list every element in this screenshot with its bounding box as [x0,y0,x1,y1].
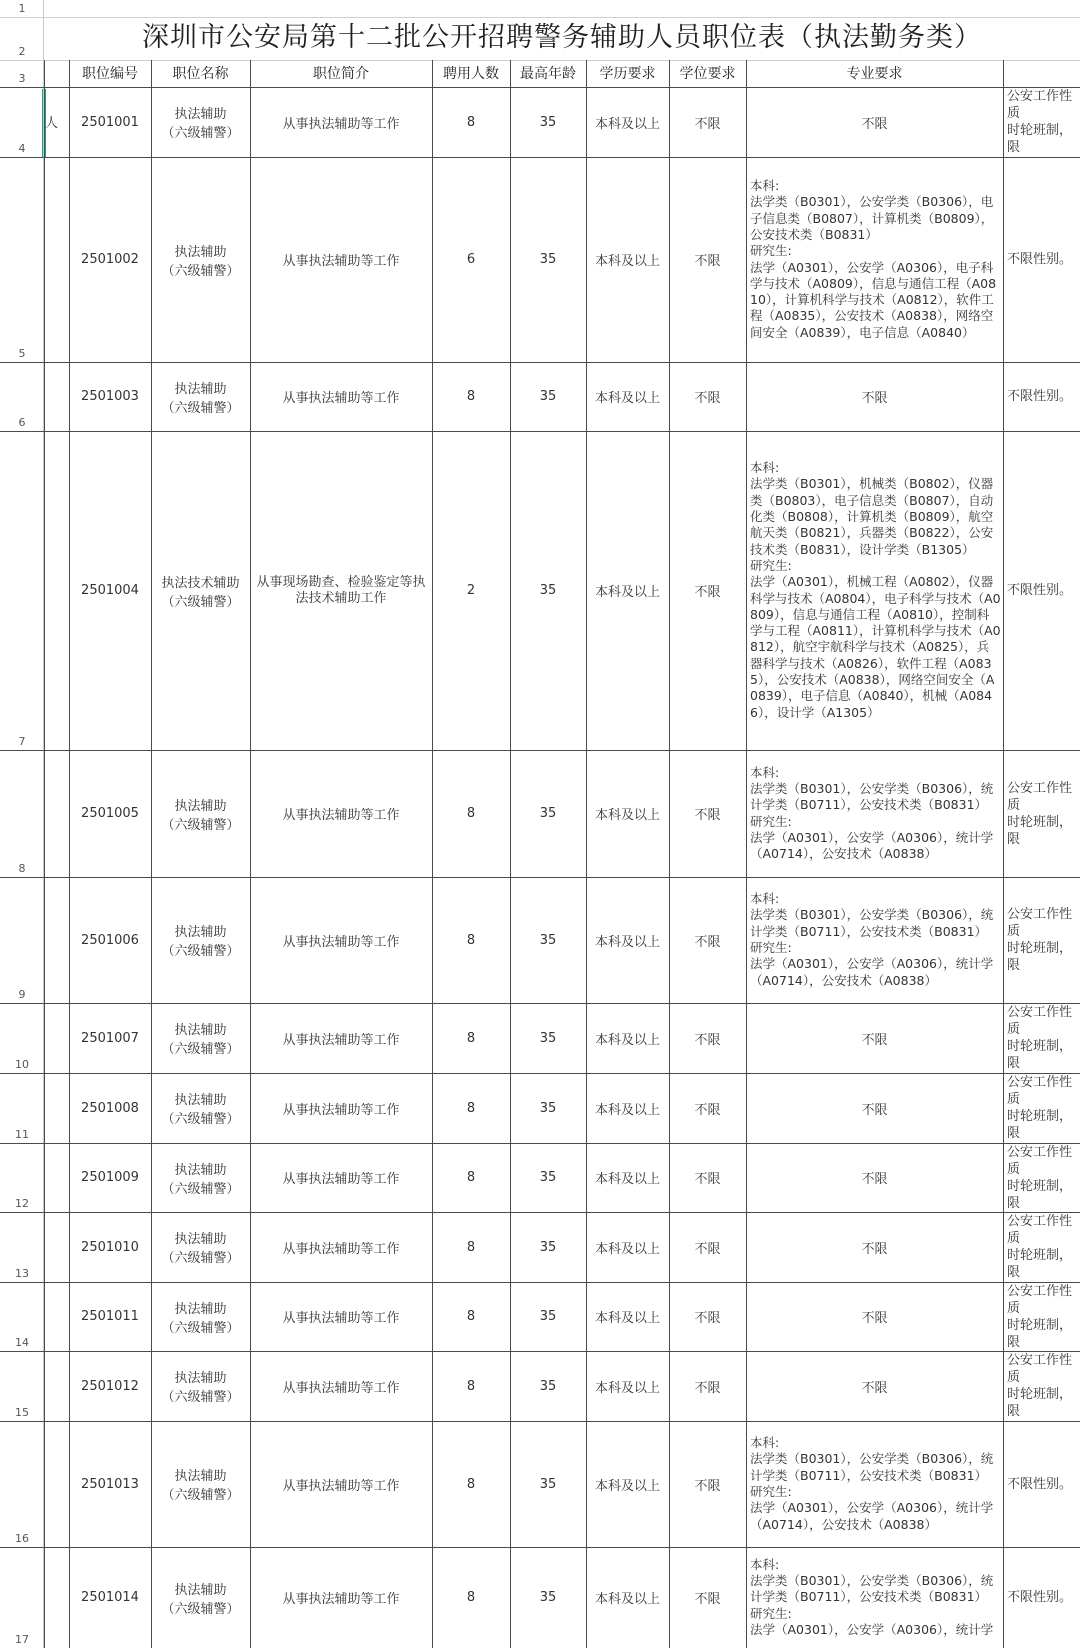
sheet-title[interactable]: 深圳市公安局第十二批公开招聘警务辅助人员职位表（执法勤务类） [142,22,982,53]
table-cell-intro[interactable]: 从事现场勘查、检验鉴定等执法技术辅助工作 [256,574,426,606]
table-cell-major[interactable]: 不限 [861,391,888,406]
table-cell-major[interactable]: 本科: 法学类（B0301），公安学类（B0306），统计学类（B0711），公安技术类（B0831） 研究生: 法学（A0301），公安学（A0306），统计学（A0714），公安技术（A0838） [750,764,994,862]
table-cell-name[interactable]: 执法辅助 （六级辅警） [161,1469,240,1503]
column-header[interactable]: 学位要求 [679,66,736,82]
table-cell-id[interactable]: 2501008 [81,1100,139,1116]
row-number[interactable]: 10 [15,1058,29,1071]
table-cell-count[interactable]: 8 [466,1378,476,1394]
table-cell-count[interactable]: 8 [466,114,476,130]
table-cell-age[interactable]: 35 [539,1100,557,1116]
table-cell-count[interactable]: 8 [466,1030,476,1046]
table-cell-note[interactable]: 公安工作性质 时轮班制，限 [1007,89,1073,155]
table-cell-age[interactable]: 35 [539,932,557,948]
table-cell-age[interactable]: 35 [539,1239,557,1255]
table-cell-intro[interactable]: 从事执法辅助等工作 [282,1592,400,1607]
table-cell-edu[interactable]: 本科及以上 [594,116,660,132]
column-header[interactable]: 聘用人数 [443,66,499,82]
table-cell-name[interactable]: 执法辅助 （六级辅警） [161,1582,240,1617]
table-cell-note[interactable]: 公安工作性质 时轮班制，限 [1007,1075,1073,1141]
table-cell-intro[interactable]: 从事执法辅助等工作 [282,1102,400,1118]
table-cell-id[interactable]: 2501003 [81,389,139,404]
table-cell-intro[interactable]: 从事执法辅助等工作 [282,1478,400,1494]
table-cell-note[interactable]: 公安工作性质 时轮班制，限 [1007,1144,1073,1211]
table-cell-id[interactable]: 2501002 [81,252,139,267]
table-cell-count[interactable]: 8 [466,1309,476,1324]
table-cell-id[interactable]: 2501012 [81,1378,139,1394]
row-number[interactable]: 11 [15,1128,29,1141]
table-cell-name[interactable]: 执法辅助 （六级辅警） [161,244,240,279]
row-number[interactable]: 7 [18,735,26,748]
row-number[interactable]: 5 [18,347,26,360]
table-cell-count[interactable]: 8 [466,932,476,948]
row-number[interactable]: 13 [15,1267,29,1280]
table-cell-major[interactable]: 不限 [861,1102,888,1118]
table-cell-degree[interactable]: 不限 [694,808,721,823]
table-cell-degree[interactable]: 不限 [694,1478,721,1494]
column-header[interactable]: 最高年龄 [520,66,576,82]
row-number[interactable]: 8 [18,862,26,875]
table-cell-note[interactable]: 公安工作性质 时轮班制，限 [1007,1005,1073,1071]
table-cell-edu[interactable]: 本科及以上 [594,808,660,823]
row-number[interactable]: 14 [15,1336,29,1349]
table-cell-intro[interactable]: 从事执法辅助等工作 [282,1311,400,1326]
table-cell-intro[interactable]: 从事执法辅助等工作 [282,1241,400,1257]
table-cell-age[interactable]: 35 [539,114,557,130]
table-cell-edu[interactable]: 本科及以上 [594,391,660,406]
table-cell-count[interactable]: 2 [466,583,476,598]
table-cell-major[interactable]: 不限 [861,1380,888,1396]
table-cell-id[interactable]: 2501013 [81,1476,139,1492]
table-cell-degree[interactable]: 不限 [694,1311,721,1326]
table-cell-major[interactable]: 不限 [861,1172,888,1187]
table-cell-intro[interactable]: 从事执法辅助等工作 [282,391,400,406]
table-cell-degree[interactable]: 不限 [694,1172,721,1187]
table-cell-age[interactable]: 35 [539,1590,557,1605]
table-cell-intro[interactable]: 从事执法辅助等工作 [282,808,400,823]
table-cell-intro[interactable]: 从事执法辅助等工作 [282,1172,400,1187]
table-cell-count[interactable]: 8 [466,1100,476,1116]
table-cell-major[interactable]: 不限 [861,1311,888,1326]
table-cell-name[interactable]: 执法辅助 （六级辅警） [161,107,240,141]
table-cell-note[interactable]: 不限性别。 [1007,1476,1073,1492]
table-cell-intro[interactable]: 从事执法辅助等工作 [282,934,400,950]
row-number[interactable]: 9 [18,988,26,1001]
table-cell-major[interactable]: 本科: 法学类（B0301），公安学类（B0306），统计学类（B0711），公安技术类（B0831） 研究生: 法学（A0301），公安学（A0306），统计学 [750,1556,994,1637]
table-cell-id[interactable]: 2501011 [81,1309,139,1324]
table-cell-count[interactable]: 8 [466,389,476,404]
table-cell-edu[interactable]: 本科及以上 [594,1380,660,1396]
table-cell-degree[interactable]: 不限 [694,391,721,406]
table-cell-age[interactable]: 35 [539,806,557,821]
table-cell-edu[interactable]: 本科及以上 [594,585,660,600]
table-cell-id[interactable]: 2501009 [81,1170,139,1185]
table-cell-name[interactable]: 执法辅助 （六级辅警） [161,1093,240,1127]
table-cell-note[interactable]: 不限性别。 [1007,389,1073,404]
row-number[interactable]: 17 [15,1633,29,1646]
table-cell-name[interactable]: 执法辅助 （六级辅警） [161,798,240,833]
grid-line-horizontal [0,17,1080,18]
table-cell-name[interactable]: 执法辅助 （六级辅警） [161,1232,240,1266]
table-cell-edu[interactable]: 本科及以上 [594,254,660,269]
table-cell-edu[interactable]: 本科及以上 [594,1311,660,1326]
table-cell-count[interactable]: 8 [466,1476,476,1492]
table-cell-edu[interactable]: 本科及以上 [594,1241,660,1257]
row-number[interactable]: 12 [15,1197,29,1210]
row-header-strip [0,0,44,1648]
table-cell-major[interactable]: 本科: 法学类（B0301），公安学类（B0306），统计学类（B0711），公安技术类（B0831） 研究生: 法学（A0301），公安学（A0306），统计学（A0714），公安技术（A0838） [750,891,994,988]
table-cell-degree[interactable]: 不限 [694,1241,721,1257]
table-cell-intro[interactable]: 从事执法辅助等工作 [282,1380,400,1396]
table-cell-note[interactable]: 公安工作性质 时轮班制，限 [1007,780,1073,847]
table-cell-id[interactable]: 2501010 [81,1239,139,1255]
table-cell-major[interactable]: 不限 [861,116,888,132]
table-cell-id[interactable]: 2501014 [81,1590,139,1605]
table-cell-note[interactable]: 不限性别。 [1007,583,1073,598]
row-number[interactable]: 16 [15,1532,29,1545]
clipped-cell-fragment[interactable]: 人 [45,116,59,131]
table-cell-degree[interactable]: 不限 [694,934,721,950]
table-cell-degree[interactable]: 不限 [694,585,721,600]
row-number[interactable]: 3 [18,72,26,85]
column-header[interactable]: 职位简介 [313,66,369,82]
table-cell-name[interactable]: 执法技术辅助 （六级辅警） [161,575,240,610]
table-cell-name[interactable]: 执法辅助 （六级辅警） [161,1371,240,1405]
row-number[interactable]: 4 [18,142,26,155]
table-cell-note[interactable]: 公安工作性质 时轮班制，限 [1007,907,1073,973]
table-cell-edu[interactable]: 本科及以上 [594,1032,660,1048]
table-cell-name[interactable]: 执法辅助 （六级辅警） [161,1301,240,1336]
table-cell-age[interactable]: 35 [539,583,557,598]
table-cell-major[interactable]: 不限 [861,1032,888,1048]
table-cell-major[interactable]: 本科: 法学类（B0301），公安学类（B0306），电子信息类（B0807），计算机类（B0809），公安技术类（B0831） 研究生: 法学（A0301），公安学（A0306），电子科学与技术（A0809），信息与通信工程（A0810），计算机科学与技术（A0812），软件工程（A0835），公安技术（A0838），网络空间安全（A0839），电子信息（A0840） [750,178,997,340]
table-cell-age[interactable]: 35 [539,1170,557,1185]
column-header[interactable]: 学历要求 [599,66,656,82]
table-cell-count[interactable]: 8 [466,1590,476,1605]
table-cell-note[interactable]: 公安工作性质 时轮班制，限 [1007,1353,1073,1419]
row-number[interactable]: 1 [18,2,26,15]
table-cell-id[interactable]: 2501005 [81,806,139,821]
table-cell-degree[interactable]: 不限 [694,116,721,132]
table-cell-name[interactable]: 执法辅助 （六级辅警） [161,925,240,959]
column-header[interactable]: 职位名称 [172,66,229,82]
table-cell-id[interactable]: 2501007 [81,1030,139,1046]
table-cell-age[interactable]: 35 [539,1476,557,1492]
table-cell-edu[interactable]: 本科及以上 [594,934,660,950]
grid-line-vertical [44,60,45,1648]
table-cell-edu[interactable]: 本科及以上 [594,1478,660,1494]
table-cell-major[interactable]: 不限 [861,1241,888,1257]
table-cell-degree[interactable]: 不限 [694,1380,721,1396]
table-cell-degree[interactable]: 不限 [694,1032,721,1048]
table-cell-degree[interactable]: 不限 [694,254,721,269]
column-header[interactable]: 职位编号 [82,66,138,82]
table-cell-note[interactable]: 公安工作性质 时轮班制，限 [1007,1214,1073,1280]
table-cell-name[interactable]: 执法辅助 （六级辅警） [161,1023,240,1057]
table-cell-id[interactable]: 2501001 [81,114,139,130]
table-cell-intro[interactable]: 从事执法辅助等工作 [282,1032,400,1048]
table-cell-intro[interactable]: 从事执法辅助等工作 [282,116,400,132]
table-cell-degree[interactable]: 不限 [694,1102,721,1118]
row-number[interactable]: 2 [18,45,26,58]
table-cell-count[interactable]: 8 [466,1239,476,1255]
table-cell-note[interactable]: 公安工作性质 时轮班制，限 [1007,1283,1073,1350]
table-cell-age[interactable]: 35 [539,252,557,267]
table-cell-count[interactable]: 8 [466,806,476,821]
table-cell-note[interactable]: 不限性别。 [1007,1590,1073,1605]
table-cell-note[interactable]: 不限性别。 [1007,252,1073,267]
table-cell-age[interactable]: 35 [539,389,557,404]
table-cell-degree[interactable]: 不限 [694,1592,721,1607]
table-cell-count[interactable]: 8 [466,1170,476,1185]
grid-line-horizontal [0,60,1080,61]
table-cell-name[interactable]: 执法辅助 （六级辅警） [161,1162,240,1197]
table-cell-age[interactable]: 35 [539,1378,557,1394]
column-header[interactable]: 专业要求 [846,66,903,82]
table-cell-major[interactable]: 本科: 法学类（B0301），公安学类（B0306），统计学类（B0711），公安技术类（B0831） 研究生: 法学（A0301），公安学（A0306），统计学（A0714），公安技术（A0838） [750,1435,994,1532]
table-cell-id[interactable]: 2501006 [81,932,139,948]
table-cell-age[interactable]: 35 [539,1030,557,1046]
row-number[interactable]: 15 [15,1406,29,1419]
table-cell-intro[interactable]: 从事执法辅助等工作 [282,254,400,269]
table-cell-edu[interactable]: 本科及以上 [594,1102,660,1118]
table-cell-major[interactable]: 本科: 法学类（B0301），机械类（B0802），仪器类（B0803），电子信息类（B0807），自动化类（B0808），计算机类（B0809），航空航天类（B0821），兵器类（B0822），公安技术类（B0831），设计学类（B1305） 研究生: 法学（A0301），机械工程（A0802），仪器科学与技术（A0804），电子科学与技术（A0809），信息与通信工程（A0810），控制科学与工程（A0811），计算机科学与技术（A0812），航空宇航科学与技术（A0825），兵器科学与技术（A0826），软件工程（A0835），公安技术（A0838），网络空间安全（A0839），电子信息（A0840），机械（A0846），设计学（A1305） [750,460,1001,720]
table-cell-edu[interactable]: 本科及以上 [594,1592,660,1607]
table-cell-age[interactable]: 35 [539,1309,557,1324]
table-cell-id[interactable]: 2501004 [81,583,139,598]
table-cell-name[interactable]: 执法辅助 （六级辅警） [161,381,240,416]
table-cell-edu[interactable]: 本科及以上 [594,1172,660,1187]
table-cell-count[interactable]: 6 [466,252,476,267]
row-number[interactable]: 6 [18,416,26,429]
